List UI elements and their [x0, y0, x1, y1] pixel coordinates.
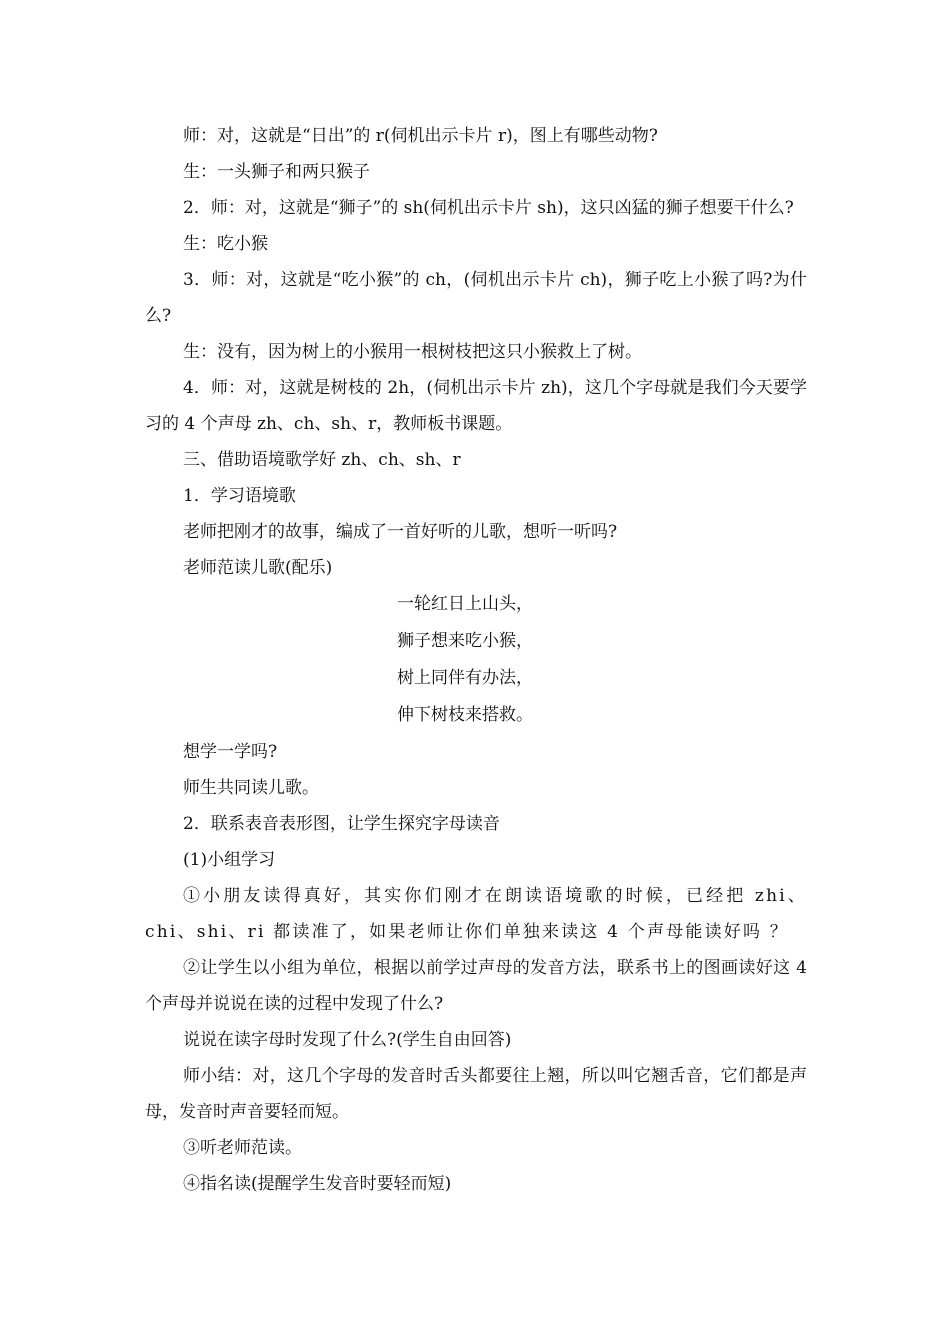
paragraph: (1)小组学习 — [183, 850, 276, 870]
paragraph: 3．师：对，这就是“吃小猴”的 ch，(伺机出示卡片 ch)，狮子吃上小猴了吗?为什么? — [145, 270, 807, 326]
paragraph: 生：没有，因为树上的小猴用一根树枝把这只小猴救上了树。 — [183, 342, 642, 362]
paragraph: ③听老师范读。 — [183, 1138, 302, 1158]
poem-line: 狮子想来吃小猴， — [397, 631, 533, 651]
poem-line: 一轮红日上山头， — [397, 594, 533, 614]
subsection-heading: 1．学习语境歌 — [183, 486, 296, 506]
paragraph: 生：一头狮子和两只猴子 — [183, 162, 370, 182]
paragraph: 说说在读字母时发现了什么?(学生自由回答) — [183, 1030, 512, 1050]
paragraph: 师小结：对，这几个字母的发音时舌头都要往上翘，所以叫它翘舌音，它们都是声母，发音时声音要轻而短。 — [145, 1066, 807, 1122]
section-heading: 三、借助语境歌学好 zh、ch、sh、r — [183, 450, 461, 470]
paragraph: 生：吃小猴 — [183, 234, 268, 254]
document-page — [145, 118, 807, 1202]
poem-line: 伸下树枝来搭救。 — [397, 705, 533, 725]
paragraph: ④指名读(提醒学生发音时要轻而短) — [183, 1174, 452, 1194]
paragraph: 4．师：对，这就是树枝的 2h，(伺机出示卡片 zh)，这几个字母就是我们今天要学习的 4 个声母 zh、ch、sh、r，教师板书课题。 — [145, 378, 807, 434]
paragraph: 师生共同读儿歌。 — [183, 778, 319, 798]
paragraph: ②让学生以小组为单位，根据以前学过声母的发音方法，联系书上的图画读好这 4 个声母并说说在读的过程中发现了什么? — [145, 958, 807, 1014]
paragraph: 老师范读儿歌(配乐) — [183, 558, 333, 578]
paragraph: 想学一学吗? — [183, 742, 278, 762]
paragraph: 师：对，这就是“日出”的 r(伺机出示卡片 r)，图上有哪些动物? — [183, 126, 658, 146]
subsection-heading: 2．联系表音表形图，让学生探究字母读音 — [183, 814, 500, 834]
children-song-poem — [145, 586, 807, 734]
paragraph: 老师把刚才的故事，编成了一首好听的儿歌，想听一听吗? — [183, 522, 618, 542]
poem-line: 树上同伴有办法， — [397, 668, 533, 688]
paragraph: ①小朋友读得真好，其实你们刚才在朗读语境歌的时候，已经把 zhi、chi、shi、ri 都读准了，如果老师让你们单独来读这 4 个声母能读好吗 ？ — [145, 886, 807, 942]
paragraph: 2．师：对，这就是“狮子”的 sh(伺机出示卡片 sh)，这只凶猛的狮子想要干什么? — [183, 198, 794, 218]
